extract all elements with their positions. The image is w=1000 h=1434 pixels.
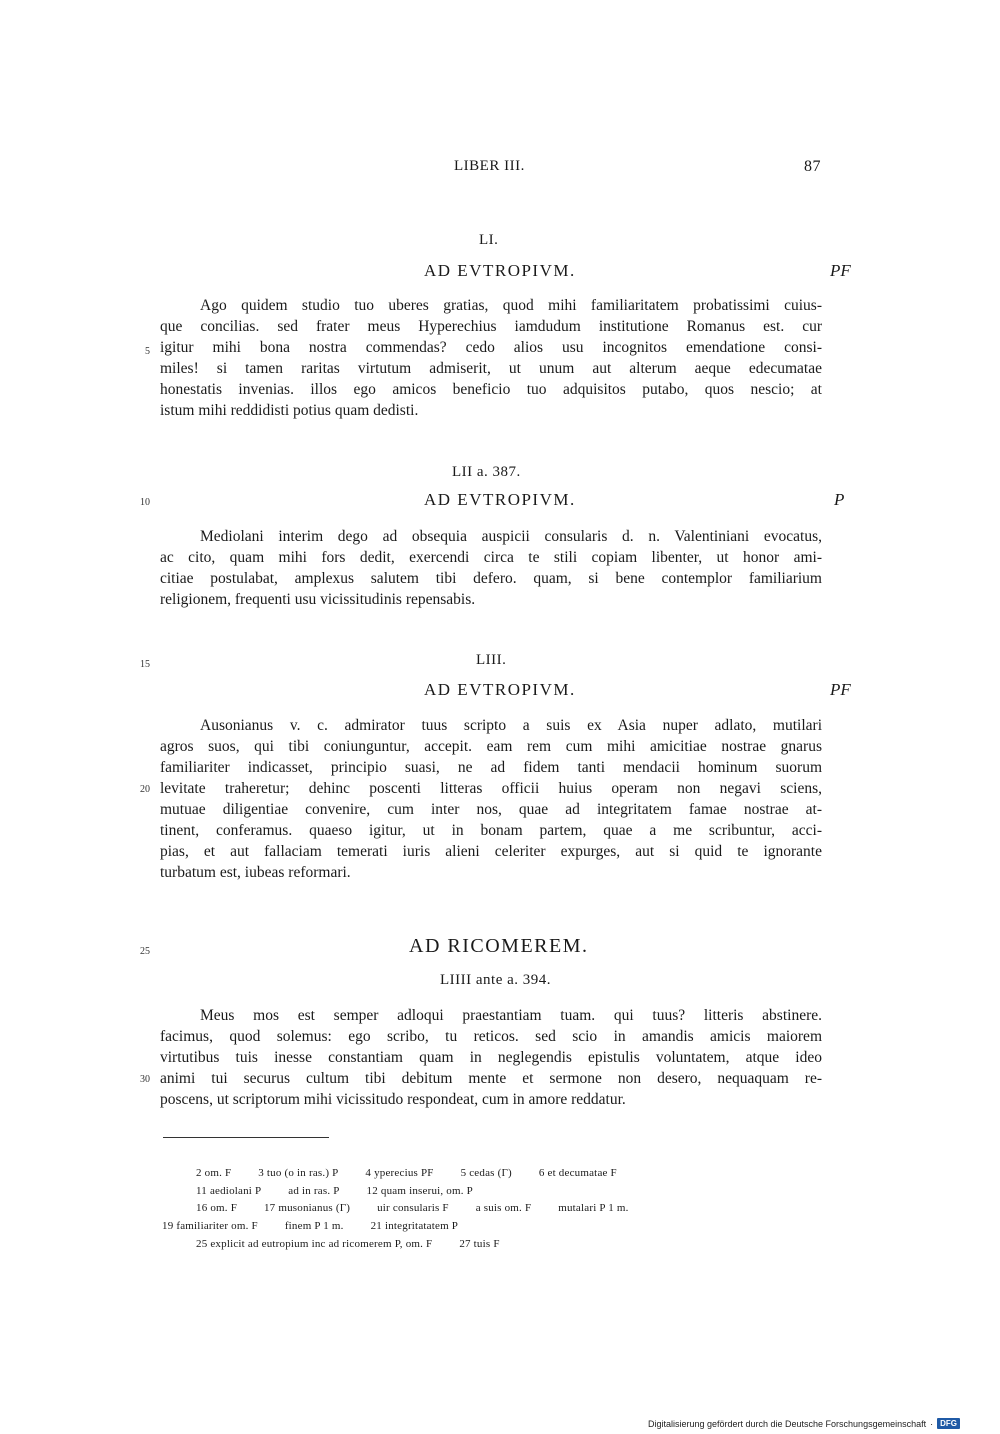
text-line: facimus, quod solemus: ego scribo, tu reticos. sed scio in amandis amicis maiorem xyxy=(160,1028,822,1045)
text-line: Ausonianus v. c. admirator tuus scripto a suis ex Asia nuper adlato, mutilari xyxy=(200,717,822,734)
text-line: miles! si tamen raritas virtutum admiserit, ut unum aut alterum aeque edecumatae xyxy=(160,360,822,377)
apparatus-note: 11 aediolani P xyxy=(196,1185,262,1197)
text-line: mutuae diligentiae convenire, cum inter nos, quae ad integritatem famae nostrae at- xyxy=(160,801,822,818)
apparatus-note: 12 quam inserui, om. P xyxy=(366,1185,473,1197)
section-heading: AD RICOMEREM. xyxy=(409,935,589,957)
text-line: Mediolani interim dego ad obsequia auspicii consularis d. n. Valentiniani evocatus, xyxy=(200,528,822,545)
letter-addressee: AD EVTROPIVM. xyxy=(424,490,576,509)
text-line: Ago quidem studio tuo uberes gratias, quod mihi familiaritatem probatissimi cuius- xyxy=(200,297,822,314)
apparatus-note: 17 musonianus (Γ) xyxy=(263,1202,351,1214)
text-line: istum mihi reddidisti potius quam dedisti. xyxy=(160,402,419,419)
text-line: Meus mos est semper adloqui praestantiam tuam. qui tuus? litteris abstinere. xyxy=(200,1007,822,1024)
apparatus-line xyxy=(196,1238,524,1250)
apparatus-note: 25 explicit ad eutropium inc ad ricomerem P, om. F xyxy=(196,1238,433,1250)
text-line: animi tui securus cultum tibi debitum mente et sermone non desero, nequaquam re- xyxy=(160,1070,822,1087)
text-line: tinent, conferamus. quaeso igitur, ut in bonam partem, quae a me scribuntur, acci- xyxy=(160,822,822,839)
apparatus-note: 27 tuis F xyxy=(459,1238,500,1250)
letter-number: LII a. 387. xyxy=(452,464,521,480)
text-line: honestatis invenias. illos ego amicos beneficio tuo adquisitos putabo, quos nescio; at xyxy=(160,381,822,398)
text-line: religionem, frequenti usu vicissitudinis repensabis. xyxy=(160,591,476,608)
apparatus-note: uir consularis F xyxy=(377,1202,449,1214)
text-line: levitate traheretur; dehinc poscenti litteras officii huius operam non negavi sciens, xyxy=(160,780,822,797)
letter-number: LI. xyxy=(479,232,499,248)
apparatus-note: 6 et decumatae F xyxy=(538,1167,617,1179)
apparatus-note: 3 tuo (o in ras.) P xyxy=(258,1167,339,1179)
text-line: turbatum est, iubeas reformari. xyxy=(160,864,351,881)
apparatus-note: 2 om. F xyxy=(196,1167,232,1179)
line-number: 5 xyxy=(145,346,150,357)
apparatus-line xyxy=(162,1220,482,1232)
apparatus-note: 4 yperecius PF xyxy=(365,1167,434,1179)
footnote-rule xyxy=(163,1137,329,1138)
text-line: poscens, ut scriptorum mihi vicissitudo respondeat, cum in amore reddatur. xyxy=(160,1091,626,1108)
manuscript-siglum: PF xyxy=(830,680,851,699)
apparatus-line xyxy=(196,1202,653,1214)
text-line: pias, et aut fallaciam temerati iuris alieni celeriter expurges, aut si quid te ignorante xyxy=(160,843,822,860)
text-line: igitur mihi bona nostra commendas? cedo alios usu incognitos emendatione consi- xyxy=(160,339,822,356)
apparatus-note: 19 familiariter om. F xyxy=(162,1220,258,1232)
dfg-logo-icon: DFG xyxy=(937,1418,960,1429)
apparatus-note: a suis om. F xyxy=(475,1202,532,1214)
letter-addressee: AD EVTROPIVM. xyxy=(424,680,576,699)
text-line: agros suos, qui tibi coniunguntur, accepit. eam rem cum mihi amicitiae nostrae gnarus xyxy=(160,738,822,755)
apparatus-note: ad in ras. P xyxy=(288,1185,340,1197)
line-number: 25 xyxy=(140,946,150,957)
digitization-credit: Digitalisierung gefördert durch die Deutsche Forschungsgemeinschaft · DFG xyxy=(648,1418,960,1429)
apparatus-note: 21 integritatatem P xyxy=(370,1220,459,1232)
credit-text: Digitalisierung gefördert durch die Deutsche Forschungsgemeinschaft xyxy=(647,1418,927,1429)
line-number: 10 xyxy=(140,497,150,508)
line-number: 15 xyxy=(140,659,150,670)
letter-number: LIII. xyxy=(476,652,507,668)
running-head: LIBER III. xyxy=(454,158,525,174)
apparatus-line xyxy=(196,1167,641,1179)
line-number: 30 xyxy=(140,1074,150,1085)
apparatus-line xyxy=(196,1185,497,1197)
apparatus-note: 5 cedas (Γ) xyxy=(460,1167,512,1179)
apparatus-note: finem P 1 m. xyxy=(284,1220,344,1232)
apparatus-note: 16 om. F xyxy=(196,1202,238,1214)
manuscript-siglum: PF xyxy=(830,261,851,280)
letter-number: LIIII ante a. 394. xyxy=(440,972,552,988)
text-line: que concilias. sed frater meus Hyperechius iamdudum institutione Romanus est. cur xyxy=(160,318,822,335)
manuscript-siglum: P xyxy=(834,490,845,509)
text-line: virtutibus tuis inesse constantiam quam in neglegendis epistulis voluntatem, atque ideo xyxy=(160,1049,822,1066)
text-line: citiae postulabat, amplexus salutem tibi defero. quam, si bene contemplor familiarium xyxy=(160,570,822,587)
page-number: 87 xyxy=(804,158,821,175)
text-line: familiariter indicasset, principio suasi, ne ad fidem tanti mendacii hominum suorum xyxy=(160,759,822,776)
line-number: 20 xyxy=(140,784,150,795)
text-line: ac cito, quam mihi fors dedit, exercendi circa te stili copiam libenter, ut honor ami- xyxy=(160,549,822,566)
apparatus-note: mutalari P 1 m. xyxy=(558,1202,629,1214)
letter-addressee: AD EVTROPIVM. xyxy=(424,261,576,280)
